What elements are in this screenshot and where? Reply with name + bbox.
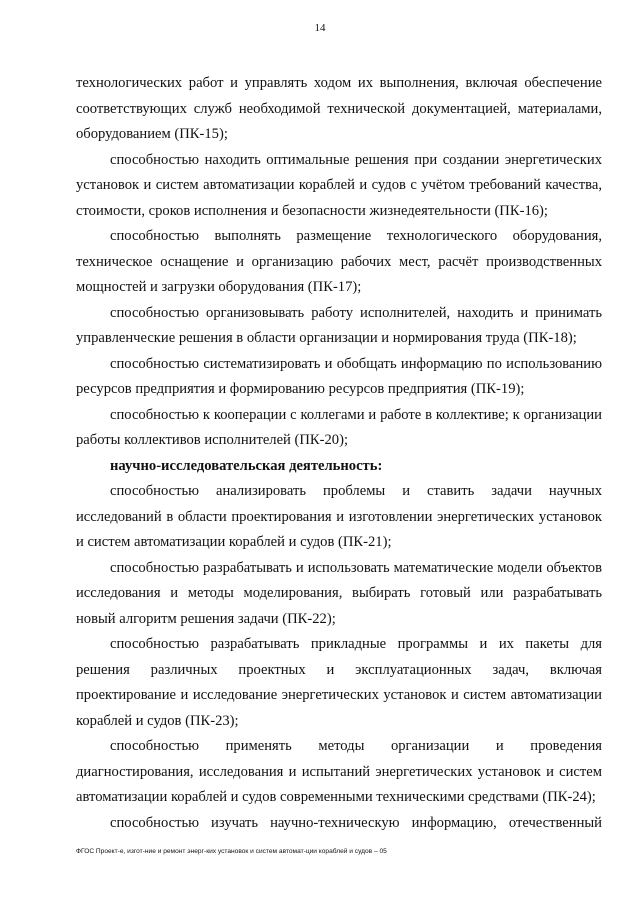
document-body bbox=[76, 71, 602, 836]
paragraph-continuation: технологических работ и управлять ходом их выполнения, включая обеспечение соответствующих служб необходимой технической документацией, материалами, оборудованием (ПК-15); bbox=[76, 75, 602, 142]
paragraph-pk21: способностью анализировать проблемы и ставить задачи научных исследований в области проектирования и изготовлении энергетических установок и систем автоматизации кораблей и судов (ПК-21); bbox=[76, 483, 602, 550]
paragraph-pk23: способностью разрабатывать прикладные программы и их пакеты для решения различных проектных и эксплуатационных задач, включая проектирование и исследование энергетических установок и систем автоматизации кораблей и судов (ПК-23); bbox=[76, 636, 602, 729]
paragraph-pk20: способностью к кооперации с коллегами и работе в коллективе; к организации работы коллективов исполнителей (ПК-20); bbox=[76, 406, 602, 448]
section-heading-research: научно-исследовательская деятельность: bbox=[110, 457, 383, 474]
paragraph-pk22: способностью разрабатывать и использовать математические модели объектов исследования и методы моделирования, выбирать готовый или разрабатывать новый алгоритм решения задачи (ПК-22); bbox=[76, 559, 602, 627]
paragraph-pk19: способностью систематизировать и обобщать информацию по использованию ресурсов предприятия и формированию ресурсов предприятия (ПК-19); bbox=[76, 355, 602, 397]
paragraph-pk18: способностью организовывать работу исполнителей, находить и принимать управленческие решения в области организации и нормирования труда (ПК-18); bbox=[76, 304, 602, 346]
paragraph-pk24: способностью применять методы организации и проведения диагностирования, исследования и испытаний энергетических установок и систем автоматизации кораблей и судов современными техническими средствами (ПК-24); bbox=[76, 738, 602, 805]
page-footer: ФГОС Проект-е, изгот-ние и ремонт энерг-ких установок и систем автомат-ции кораблей и судов – 05 bbox=[76, 848, 387, 855]
paragraph-pk16: способностью находить оптимальные решения при создании энергетических установок и систем автоматизации кораблей и судов с учётом требований качества, стоимости, сроков исполнения и безопасности жизнедеятельности (ПК-16); bbox=[76, 151, 602, 219]
page-number: 14 bbox=[314, 22, 326, 34]
paragraph-next: способностью изучать научно-техническую информацию, отечественный bbox=[110, 814, 602, 831]
paragraph-pk17: способностью выполнять размещение технологического оборудования, техническое оснащение и организацию рабочих мест, расчёт производственных мощностей и загрузки оборудования (ПК-17); bbox=[76, 228, 602, 295]
